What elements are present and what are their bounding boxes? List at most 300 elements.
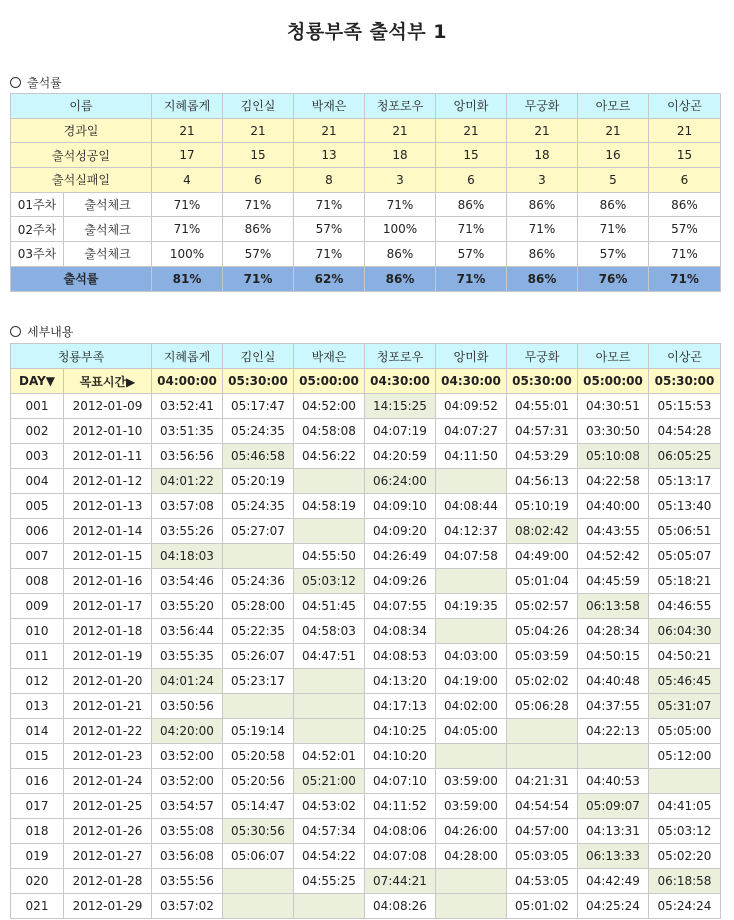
check-in-time: 08:02:42 [507,519,578,544]
check-in-time: 03:55:35 [152,644,223,669]
check-in-time: 03:55:56 [152,869,223,894]
section-label: 출석률 [27,76,62,90]
week-rate-value: 71% [223,192,294,217]
target-time-value: 05:30:00 [649,369,721,394]
day-number: 012 [11,669,64,694]
check-in-time: 03:50:56 [152,694,223,719]
day-number: 018 [11,819,64,844]
attendance-rate-value: 71% [436,266,507,291]
check-in-time: 04:22:13 [578,719,649,744]
count-value: 21 [294,118,365,143]
check-in-time: 04:52:42 [578,544,649,569]
count-value: 18 [507,143,578,168]
count-value: 6 [436,168,507,193]
check-in-time: 05:24:35 [223,419,294,444]
week-row [11,192,721,217]
day-number: 017 [11,794,64,819]
check-in-time [649,769,721,794]
attendance-rate-row [11,266,721,291]
check-in-time: 04:07:27 [436,419,507,444]
check-in-time: 06:13:58 [578,594,649,619]
week-rate-value: 71% [294,242,365,267]
check-in-time: 03:59:00 [436,794,507,819]
target-time-value: 04:30:00 [436,369,507,394]
check-in-time [223,694,294,719]
check-in-time [436,569,507,594]
day-row [11,794,721,819]
check-in-time: 05:03:12 [649,819,721,844]
member-name: 이상곤 [649,344,721,369]
date-value: 2012-01-12 [64,469,152,494]
detail-header-row [11,344,721,369]
date-value: 2012-01-13 [64,494,152,519]
check-in-time: 05:46:58 [223,444,294,469]
day-number: 011 [11,644,64,669]
check-in-time: 03:55:20 [152,594,223,619]
check-in-time [294,469,365,494]
count-value: 21 [436,118,507,143]
check-in-time: 04:07:19 [365,419,436,444]
check-in-time: 05:13:17 [649,469,721,494]
week-rate-value: 71% [578,217,649,242]
member-name: 지혜롭게 [152,344,223,369]
day-row [11,519,721,544]
attendance-rate-label: 출석률 [11,266,152,291]
check-in-time [436,619,507,644]
check-in-time: 04:19:00 [436,669,507,694]
check-in-time: 04:55:01 [507,394,578,419]
member-name: 아모르 [578,94,649,119]
attendance-rate-value: 62% [294,266,365,291]
date-value: 2012-01-24 [64,769,152,794]
day-number: 016 [11,769,64,794]
count-value: 5 [578,168,649,193]
check-in-time: 05:18:21 [649,569,721,594]
check-in-time: 04:13:31 [578,819,649,844]
check-in-time: 03:57:02 [152,894,223,919]
check-in-time: 04:09:10 [365,494,436,519]
date-value: 2012-01-14 [64,519,152,544]
week-rate-value: 57% [578,242,649,267]
attendance-rate-value: 81% [152,266,223,291]
check-in-time: 04:57:31 [507,419,578,444]
check-in-time: 05:22:35 [223,619,294,644]
check-in-time: 05:06:28 [507,694,578,719]
check-in-time: 03:30:50 [578,419,649,444]
check-in-time: 05:04:26 [507,619,578,644]
check-in-time: 05:19:14 [223,719,294,744]
count-value: 16 [578,143,649,168]
week-rate-value: 86% [578,192,649,217]
check-in-time [223,894,294,919]
day-column-label: DAY▼ [11,369,64,394]
check-in-time: 03:54:57 [152,794,223,819]
day-number: 006 [11,519,64,544]
day-row [11,644,721,669]
check-in-time: 04:19:35 [436,594,507,619]
check-in-time: 03:57:08 [152,494,223,519]
check-in-time [578,744,649,769]
target-time-value: 05:00:00 [294,369,365,394]
day-number: 008 [11,569,64,594]
week-rate-value: 86% [507,242,578,267]
day-row [11,819,721,844]
summary-header-row [11,94,721,119]
check-in-time: 05:13:40 [649,494,721,519]
check-in-time: 04:20:59 [365,444,436,469]
target-time-row [11,369,721,394]
check-in-time: 04:10:25 [365,719,436,744]
check-in-time [507,744,578,769]
check-in-time: 04:03:00 [436,644,507,669]
member-name: 아모르 [578,344,649,369]
elapsed-days-row [11,118,721,143]
check-in-time: 05:06:51 [649,519,721,544]
check-in-time: 04:53:29 [507,444,578,469]
member-name: 무궁화 [507,94,578,119]
check-in-time: 05:05:00 [649,719,721,744]
date-value: 2012-01-26 [64,819,152,844]
day-row [11,544,721,569]
check-in-time: 04:54:22 [294,844,365,869]
date-value: 2012-01-17 [64,594,152,619]
week-rate-value: 86% [436,192,507,217]
check-in-time: 04:05:00 [436,719,507,744]
check-in-time [294,719,365,744]
check-label: 출석체크 [64,217,152,242]
count-value: 15 [436,143,507,168]
day-number: 013 [11,694,64,719]
day-number: 003 [11,444,64,469]
week-rate-value: 71% [507,217,578,242]
section-details [10,323,73,340]
target-time-label: 목표시간▶ [64,369,152,394]
day-row [11,669,721,694]
check-in-time: 04:21:31 [507,769,578,794]
attendance-detail-table [10,343,721,919]
date-value: 2012-01-10 [64,419,152,444]
member-name: 박재은 [294,94,365,119]
check-in-time: 04:08:06 [365,819,436,844]
week-rate-value: 100% [365,217,436,242]
count-value: 21 [578,118,649,143]
check-in-time: 03:55:08 [152,819,223,844]
week-label: 02주차 [11,217,64,242]
check-in-time: 06:13:33 [578,844,649,869]
target-time-value: 04:30:00 [365,369,436,394]
header-name-label: 이름 [11,94,152,119]
check-in-time: 04:45:59 [578,569,649,594]
count-value: 21 [365,118,436,143]
target-time-value: 05:00:00 [578,369,649,394]
date-value: 2012-01-29 [64,894,152,919]
check-in-time: 03:55:26 [152,519,223,544]
check-in-time: 04:08:26 [365,894,436,919]
check-in-time: 05:02:20 [649,844,721,869]
day-number: 007 [11,544,64,569]
check-in-time: 05:01:04 [507,569,578,594]
check-in-time: 06:24:00 [365,469,436,494]
count-value: 13 [294,143,365,168]
attendance-rate-value: 76% [578,266,649,291]
elapsed-days-row-label: 경과일 [11,118,152,143]
check-in-time: 03:54:46 [152,569,223,594]
check-in-time [223,869,294,894]
check-in-time: 05:03:12 [294,569,365,594]
fail-days-row [11,168,721,193]
day-number: 015 [11,744,64,769]
count-value: 6 [223,168,294,193]
check-in-time: 06:04:30 [649,619,721,644]
check-in-time: 04:08:44 [436,494,507,519]
check-in-time: 04:41:05 [649,794,721,819]
check-in-time: 04:52:00 [294,394,365,419]
day-row [11,844,721,869]
check-in-time: 04:43:55 [578,519,649,544]
member-name: 김인실 [223,94,294,119]
check-in-time: 04:07:55 [365,594,436,619]
day-row [11,594,721,619]
check-in-time: 04:37:55 [578,694,649,719]
date-value: 2012-01-11 [64,444,152,469]
check-in-time: 05:06:07 [223,844,294,869]
count-value: 18 [365,143,436,168]
check-in-time: 04:01:24 [152,669,223,694]
target-time-value: 04:00:00 [152,369,223,394]
member-name: 박재은 [294,344,365,369]
count-value: 15 [649,143,721,168]
count-value: 21 [649,118,721,143]
check-in-time: 04:28:34 [578,619,649,644]
member-name: 청포로우 [365,344,436,369]
day-number: 004 [11,469,64,494]
date-value: 2012-01-09 [64,394,152,419]
date-value: 2012-01-16 [64,569,152,594]
day-number: 005 [11,494,64,519]
check-in-time: 04:11:50 [436,444,507,469]
day-number: 001 [11,394,64,419]
check-in-time: 05:02:57 [507,594,578,619]
attendance-summary-table [10,93,721,292]
check-in-time: 04:22:58 [578,469,649,494]
check-in-time: 07:44:21 [365,869,436,894]
date-value: 2012-01-28 [64,869,152,894]
check-in-time [294,519,365,544]
check-in-time [436,894,507,919]
check-in-time [294,694,365,719]
fail-days-row-label: 출석실패일 [11,168,152,193]
date-value: 2012-01-27 [64,844,152,869]
week-rate-value: 86% [649,192,721,217]
day-number: 021 [11,894,64,919]
week-rate-value: 71% [436,217,507,242]
circle-bullet-icon [10,326,21,337]
target-time-value: 05:30:00 [223,369,294,394]
member-name: 김인실 [223,344,294,369]
check-in-time: 04:53:02 [294,794,365,819]
count-value: 15 [223,143,294,168]
member-name: 이상곤 [649,94,721,119]
check-in-time: 04:50:21 [649,644,721,669]
count-value: 21 [507,118,578,143]
check-in-time: 05:14:47 [223,794,294,819]
day-row [11,569,721,594]
day-row [11,719,721,744]
check-in-time: 06:18:58 [649,869,721,894]
count-value: 21 [223,118,294,143]
day-number: 019 [11,844,64,869]
circle-bullet-icon [10,77,21,88]
week-rate-value: 57% [294,217,365,242]
week-rate-value: 100% [152,242,223,267]
check-in-time: 04:52:01 [294,744,365,769]
week-row [11,217,721,242]
check-in-time [294,894,365,919]
check-in-time: 05:28:00 [223,594,294,619]
check-in-time: 04:57:34 [294,819,365,844]
check-in-time: 05:09:07 [578,794,649,819]
check-in-time: 04:58:03 [294,619,365,644]
check-in-time [436,869,507,894]
check-in-time: 03:56:44 [152,619,223,644]
week-row [11,242,721,267]
check-in-time: 06:05:25 [649,444,721,469]
check-in-time: 05:46:45 [649,669,721,694]
week-rate-value: 71% [365,192,436,217]
check-in-time: 04:09:26 [365,569,436,594]
check-in-time: 05:20:56 [223,769,294,794]
check-in-time: 04:55:25 [294,869,365,894]
check-in-time [294,669,365,694]
member-name: 앙미화 [436,344,507,369]
check-in-time: 05:02:02 [507,669,578,694]
page-title: 청룡부족 출석부 1 [287,21,447,43]
check-in-time: 04:01:22 [152,469,223,494]
check-in-time: 05:26:07 [223,644,294,669]
day-number: 020 [11,869,64,894]
check-in-time: 05:24:36 [223,569,294,594]
check-in-time: 03:52:41 [152,394,223,419]
check-in-time: 05:12:00 [649,744,721,769]
check-in-time [436,744,507,769]
check-in-time: 04:09:52 [436,394,507,419]
check-in-time: 14:15:25 [365,394,436,419]
check-in-time: 05:15:53 [649,394,721,419]
date-value: 2012-01-18 [64,619,152,644]
count-value: 6 [649,168,721,193]
check-in-time: 04:10:20 [365,744,436,769]
week-rate-value: 86% [507,192,578,217]
check-in-time: 04:42:49 [578,869,649,894]
date-value: 2012-01-21 [64,694,152,719]
check-in-time: 04:57:00 [507,819,578,844]
count-value: 21 [152,118,223,143]
check-in-time: 04:51:45 [294,594,365,619]
check-in-time: 05:23:17 [223,669,294,694]
check-in-time: 04:07:58 [436,544,507,569]
check-label: 출석체크 [64,242,152,267]
day-row [11,419,721,444]
check-in-time: 04:09:20 [365,519,436,544]
check-in-time: 04:50:15 [578,644,649,669]
check-in-time: 05:27:07 [223,519,294,544]
check-in-time: 03:51:35 [152,419,223,444]
check-in-time: 05:30:56 [223,819,294,844]
section-attendance-rate [10,74,62,91]
day-number: 014 [11,719,64,744]
section-label: 세부내용 [27,325,74,339]
week-rate-value: 57% [649,217,721,242]
check-in-time: 04:58:19 [294,494,365,519]
day-row [11,769,721,794]
day-row [11,744,721,769]
check-in-time [223,544,294,569]
week-rate-value: 86% [365,242,436,267]
week-rate-value: 71% [152,217,223,242]
check-in-time: 03:59:00 [436,769,507,794]
check-in-time: 05:17:47 [223,394,294,419]
check-in-time: 04:02:00 [436,694,507,719]
check-in-time: 04:54:54 [507,794,578,819]
week-rate-value: 57% [436,242,507,267]
check-in-time: 03:56:08 [152,844,223,869]
check-in-time: 05:20:58 [223,744,294,769]
attendance-rate-value: 71% [223,266,294,291]
week-rate-value: 86% [223,217,294,242]
attendance-rate-value: 86% [365,266,436,291]
day-row [11,694,721,719]
check-in-time: 04:26:00 [436,819,507,844]
check-in-time: 04:40:53 [578,769,649,794]
day-row [11,894,721,919]
member-name: 청포로우 [365,94,436,119]
check-in-time: 04:11:52 [365,794,436,819]
check-in-time: 04:47:51 [294,644,365,669]
day-row [11,444,721,469]
check-in-time: 04:08:34 [365,619,436,644]
check-in-time: 04:49:00 [507,544,578,569]
week-rate-value: 71% [152,192,223,217]
check-in-time: 04:13:20 [365,669,436,694]
check-in-time: 04:17:13 [365,694,436,719]
day-row [11,469,721,494]
check-in-time: 04:28:00 [436,844,507,869]
week-label: 03주차 [11,242,64,267]
check-in-time: 04:58:08 [294,419,365,444]
check-in-time: 03:56:56 [152,444,223,469]
date-value: 2012-01-20 [64,669,152,694]
check-in-time: 05:01:02 [507,894,578,919]
attendance-rate-value: 86% [507,266,578,291]
success-days-row [11,143,721,168]
count-value: 8 [294,168,365,193]
date-value: 2012-01-22 [64,719,152,744]
check-in-time [507,719,578,744]
check-in-time [436,469,507,494]
check-in-time: 04:53:05 [507,869,578,894]
success-days-row-label: 출석성공일 [11,143,152,168]
check-in-time: 04:55:50 [294,544,365,569]
check-in-time: 05:03:59 [507,644,578,669]
check-in-time: 04:56:13 [507,469,578,494]
check-in-time: 04:40:48 [578,669,649,694]
check-label: 출석체크 [64,192,152,217]
day-row [11,394,721,419]
check-in-time: 05:10:19 [507,494,578,519]
check-in-time: 05:03:05 [507,844,578,869]
check-in-time: 04:26:49 [365,544,436,569]
check-in-time: 05:24:35 [223,494,294,519]
